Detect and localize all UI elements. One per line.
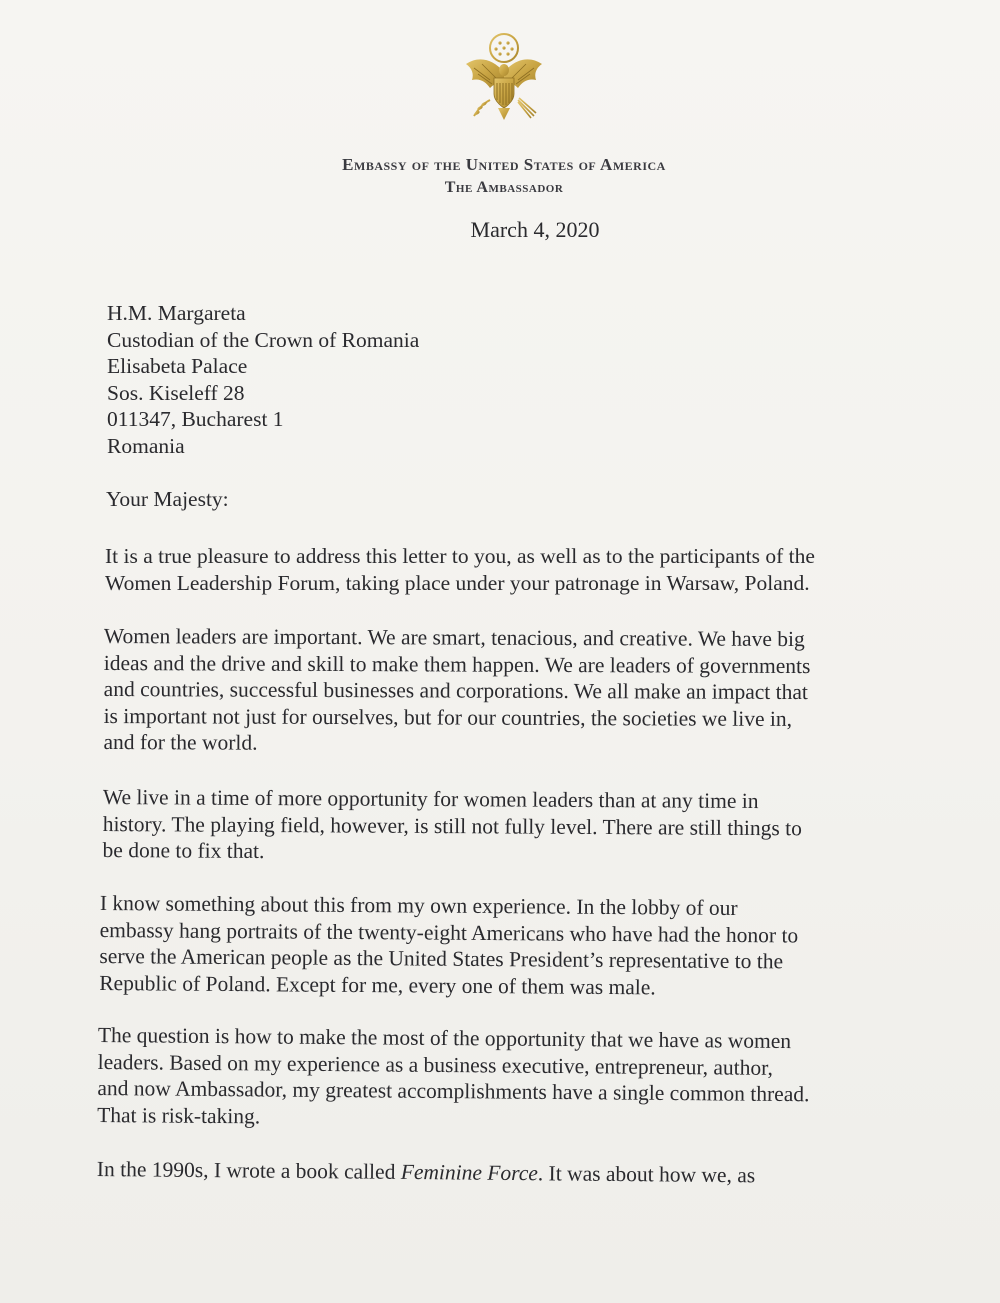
body-paragraph-3 [103, 784, 903, 868]
paragraph-line: Women leaders are important. We are smart, tenacious, and creative. We have big [103, 624, 805, 652]
address-line: 011347, Bucharest 1 [107, 407, 284, 431]
address-line: H.M. Margareta [107, 301, 246, 325]
paragraph-line: It is a true pleasure to address this letter to you, as well as to the participants of the [105, 544, 815, 568]
paragraph-line: leaders. Based on my experience as a business executive, entrepreneur, author, [97, 1049, 773, 1080]
paragraph-line: ideas and the drive and skill to make them happen. We are leaders of governments [103, 650, 811, 678]
paragraph-line: We live in a time of more opportunity for women leaders than at any time in [102, 785, 759, 814]
paragraph-line: and for the world. [103, 729, 258, 755]
letter-date: March 4, 2020 [470, 217, 600, 242]
address-line: Sos. Kiseleff 28 [107, 380, 245, 405]
paragraph-line: I know something about this from my own experience. In the lobby of our [99, 890, 738, 921]
body-paragraph-4 [99, 890, 900, 1002]
body-paragraph-1 [105, 543, 905, 596]
paragraph-line: history. The playing field, however, is still not fully level. There are still things to [102, 811, 802, 840]
address-line: Elisabeta Palace [107, 354, 248, 378]
ambassador-title: The Ambassador [444, 179, 564, 196]
paragraph-line: That is risk-taking. [97, 1102, 261, 1128]
paragraph-line: Women Leadership Forum, taking place under your patronage in Warsaw, Poland. [105, 570, 810, 595]
recipient-address [107, 300, 419, 459]
body-paragraph-2 [103, 623, 904, 759]
great-seal-eagle-icon [456, 28, 552, 128]
address-line: Custodian of the Crown of Romania [107, 327, 420, 352]
embassy-letterhead: Embassy of the United States of America [342, 155, 666, 174]
paragraph-line: and countries, successful businesses and corporations. We all make an impact that [103, 676, 808, 705]
address-line: Romania [107, 433, 185, 458]
paragraph-line: is important not just for ourselves, but for our countries, the societies we live in, [103, 703, 793, 731]
paragraph-line: be done to fix that. [102, 837, 265, 863]
body-paragraph-5 [97, 1022, 898, 1135]
text-run: . It was about how we, as [537, 1161, 756, 1188]
body-paragraph-6 [97, 1156, 897, 1190]
paragraph-line: embassy hang portraits of the twenty-eight Americans who have had the honor to [99, 917, 799, 947]
salutation: Your Majesty: [106, 487, 229, 511]
paragraph-line: Republic of Poland. Except for me, every one of them was male. [99, 970, 656, 999]
paragraph-line [97, 1156, 897, 1190]
paragraph-line: The question is how to make the most of the opportunity that we have as women [97, 1022, 792, 1054]
book-title: Feminine Force [400, 1159, 538, 1186]
paragraph-line: serve the American people as the United States President’s representative to the [99, 943, 784, 974]
text-run: In the 1990s, I wrote a book called [96, 1157, 401, 1184]
paragraph-line: and now Ambassador, my greatest accomplishments have a single common thread. [97, 1075, 810, 1107]
